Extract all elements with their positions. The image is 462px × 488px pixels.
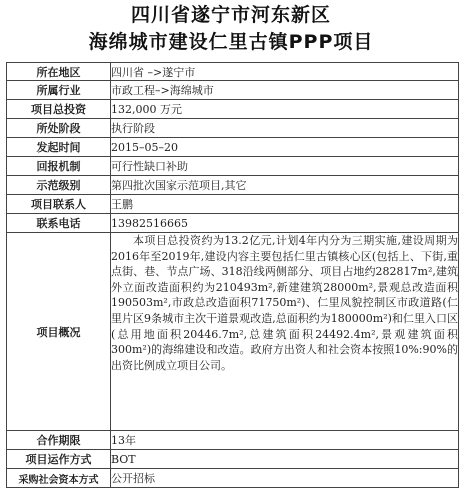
label-contact-phone: 联系电话: [7, 214, 111, 233]
row-procurement-method: [7, 469, 459, 488]
label-procurement-method: 采购社会资本方式: [7, 469, 111, 488]
label-total-investment: 项目总投资: [7, 100, 111, 119]
value-return-mechanism: 可行性缺口补助: [111, 157, 459, 176]
label-launch-date: 发起时间: [7, 138, 111, 157]
value-demo-level: 第四批次国家示范项目,其它: [111, 176, 459, 195]
value-region: 四川省 –>遂宁市: [111, 63, 459, 81]
row-overview: [7, 233, 459, 431]
row-demo-level: [7, 176, 459, 195]
value-operation-mode: BOT: [111, 450, 459, 469]
label-return-mechanism: 回报机制: [7, 157, 111, 176]
row-contact-phone: [7, 214, 459, 233]
row-contact-person: [7, 195, 459, 214]
row-return-mechanism: [7, 157, 459, 176]
label-demo-level: 示范级别: [7, 176, 111, 195]
label-overview: 项目概况: [7, 233, 111, 431]
value-stage: 执行阶段: [111, 119, 459, 138]
value-procurement-method: 公开招标: [111, 469, 459, 488]
label-industry: 所属行业: [7, 81, 111, 100]
row-stage: [7, 119, 459, 138]
label-region: 所在地区: [7, 63, 111, 81]
row-operation-mode: [7, 450, 459, 469]
label-operation-mode: 项目运作方式: [7, 450, 111, 469]
label-stage: 所处阶段: [7, 119, 111, 138]
row-total-investment: [7, 100, 459, 119]
label-contact-person: 项目联系人: [7, 195, 111, 214]
value-contact-person: 王鹏: [111, 195, 459, 214]
value-cooperation-period: 13年: [111, 431, 459, 450]
value-overview: 本项目总投资约为13.2亿元,计划4年内分为三期实施,建设周期为2016年至2019年,建设内容主要包括仁里古镇核心区(包括上、下街,重点街、巷、节点广场、318沿线两侧部分、项目占地约282817m²,建筑外立面改造面积约为210493m²,新建建筑28000m²,景观总改造面积190503m²,市政总改造面积71750m²)、仁里凤貌控制区市政道路(仁里片区9条城市主次干道景观改造,总面积约为180000m²)和仁里入口区(总用地面积20446.7m²,总建筑面积24492.4m²,景观建筑面积300m²)的海绵建设和改造。政府方出资人和社会资本按照10%:90%的出资比例成立项目公司。: [111, 233, 459, 431]
row-region: [7, 63, 459, 81]
project-info-table: [6, 62, 459, 488]
label-cooperation-period: 合作期限: [7, 431, 111, 450]
value-contact-phone: 13982516665: [111, 214, 459, 233]
value-total-investment: 132,000 万元: [111, 100, 459, 119]
title-line-1: 四川省遂宁市河东新区: [130, 4, 331, 26]
row-industry: [7, 81, 459, 100]
value-launch-date: 2015–05–20: [111, 138, 459, 157]
row-launch-date: [7, 138, 459, 157]
title-line-2: 海绵城市建设仁里古镇PPP项目: [88, 31, 374, 53]
value-industry: 市政工程–>海绵城市: [111, 81, 459, 100]
row-cooperation-period: [7, 431, 459, 450]
